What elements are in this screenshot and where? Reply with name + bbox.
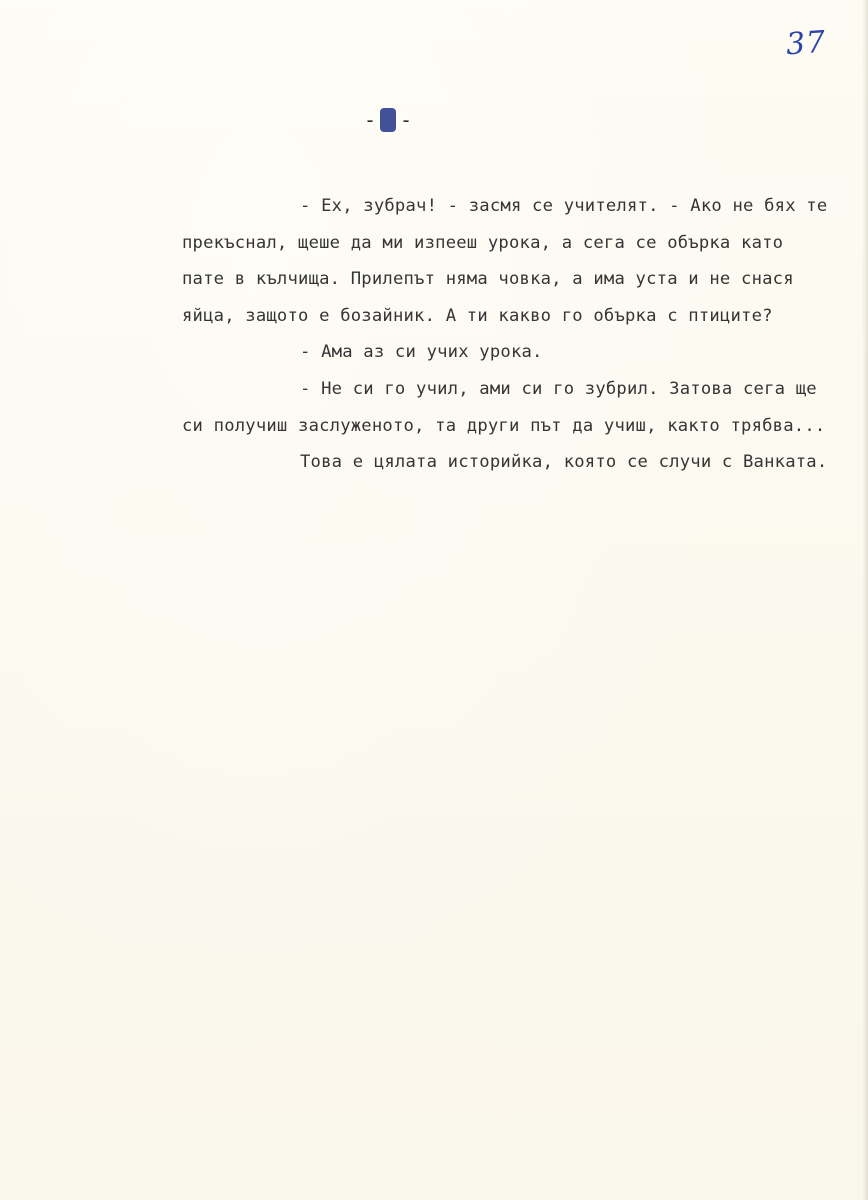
text-line: пате в кълчища. Прилепът няма човка, а има уста и не снася xyxy=(182,269,794,290)
text-line: - Ех, зубрач! - засмя се учителят. - Ако не бях те xyxy=(300,196,828,216)
typewritten-text xyxy=(182,188,842,481)
text-line: прекъснал, щеше да ми изпееш урока, а сега се обърка като xyxy=(182,232,784,253)
text-line: - Ама аз си учих урока. xyxy=(300,342,543,363)
text-line: яйца, защото е бозайник. А ти какво го обърка с птиците? xyxy=(182,305,773,326)
text-line: - Не си го учил, ами си го зубрил. Затова сега ще xyxy=(300,378,817,399)
page-marker-dash-left: - xyxy=(364,108,377,132)
page-edge-shadow xyxy=(862,0,868,1200)
text-line: Това е цялата историйка, която се случи с Ванката. xyxy=(300,452,828,473)
handwritten-page-number: 37 xyxy=(784,24,828,63)
page-marker-number xyxy=(380,108,396,132)
page-marker-dash-right: - xyxy=(400,108,413,132)
text-line: си получиш заслуженото, та други път да учиш, както трябва... xyxy=(182,415,826,436)
typed-page-marker xyxy=(364,108,412,132)
